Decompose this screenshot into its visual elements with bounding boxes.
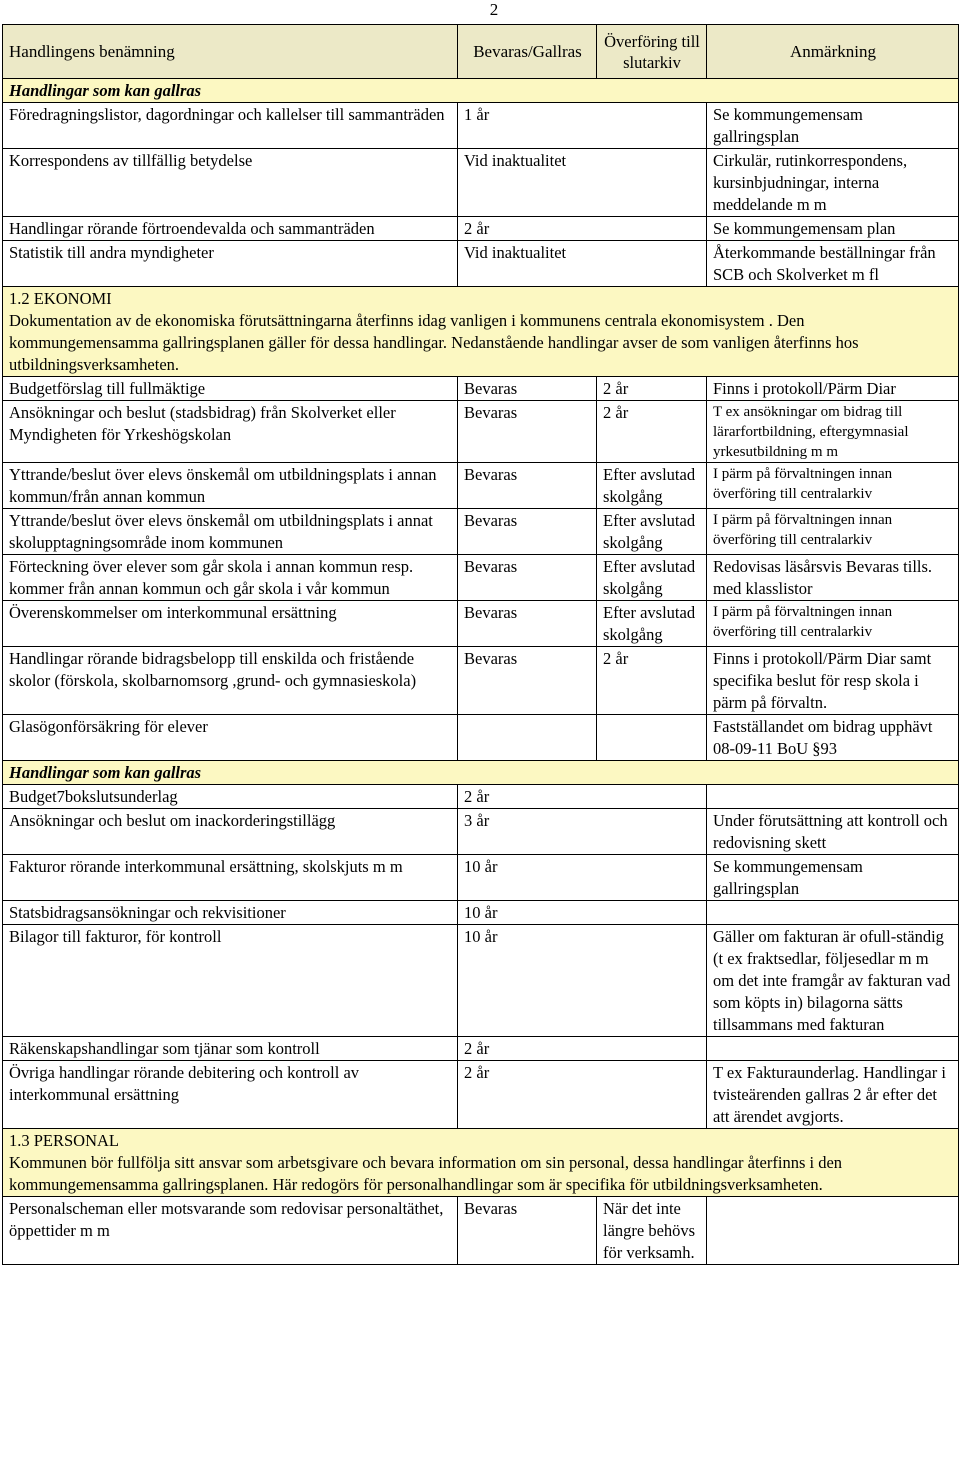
table-row	[3, 401, 959, 463]
page-number: 2	[489, 0, 499, 19]
cell-note: Cirkulär, rutinkorrespondens, kursinbjudningar, interna meddelande m m	[707, 149, 959, 217]
cell-keep: 1 år	[458, 103, 707, 149]
table-row	[3, 241, 959, 287]
header-note: Anmärkning	[707, 25, 959, 79]
table-row	[3, 1061, 959, 1129]
cell-note: I pärm på förvaltningen innan överföring till centralarkiv	[707, 601, 959, 647]
cell-transfer: 2 år	[597, 401, 707, 463]
cell-name: Handlingar rörande förtroendevalda och sammanträden	[3, 217, 458, 241]
cell-keep: Vid inaktualitet	[458, 149, 707, 217]
cell-name: Statistik till andra myndigheter	[3, 241, 458, 287]
cell-transfer: 2 år	[597, 647, 707, 715]
cell-note: Under förutsättning att kontroll och redovisning skett	[707, 809, 959, 855]
cell-name: Korrespondens av tillfällig betydelse	[3, 149, 458, 217]
cell-name: Ansökningar och beslut (stadsbidrag) från Skolverket eller Myndigheten för Yrkeshögskolan	[3, 401, 458, 463]
header-keep: Bevaras/Gallras	[458, 25, 597, 79]
group-title: Handlingar som kan gallras	[3, 79, 959, 103]
cell-name: Personalscheman eller motsvarande som redovisar personaltäthet, öppettider m m	[3, 1197, 458, 1265]
cell-note: Se kommungemensam gallringsplan	[707, 855, 959, 901]
cell-transfer: 2 år	[597, 377, 707, 401]
cell-keep: 2 år	[458, 217, 707, 241]
cell-keep: 2 år	[458, 1037, 707, 1061]
cell-transfer	[597, 715, 707, 761]
cell-note	[707, 1197, 959, 1265]
cell-name: Överenskommelser om interkommunal ersättning	[3, 601, 458, 647]
cell-note: I pärm på förvaltningen innan överföring till centralarkiv	[707, 509, 959, 555]
table-row	[3, 809, 959, 855]
table-row	[3, 149, 959, 217]
cell-keep: 10 år	[458, 901, 707, 925]
section-economy	[3, 287, 959, 377]
cell-note: Finns i protokoll/Pärm Diar samt specifika beslut för resp skola i pärm på förvaltn.	[707, 647, 959, 715]
cell-keep: Bevaras	[458, 601, 597, 647]
cell-name: Yttrande/beslut över elevs önskemål om utbildningsplats i annan kommun/från annan kommun	[3, 463, 458, 509]
table-row	[3, 103, 959, 149]
cell-keep: Bevaras	[458, 509, 597, 555]
cell-name: Övriga handlingar rörande debitering och kontroll av interkommunal ersättning	[3, 1061, 458, 1129]
cell-name: Räkenskapshandlingar som tjänar som kontroll	[3, 1037, 458, 1061]
group-title-row	[3, 761, 959, 785]
cell-keep: 10 år	[458, 855, 707, 901]
cell-name: Budgetförslag till fullmäktige	[3, 377, 458, 401]
group-title-row	[3, 79, 959, 103]
section-heading: 1.2 EKONOMI	[9, 289, 112, 308]
section-heading: 1.3 PERSONAL	[9, 1131, 120, 1150]
table-row	[3, 647, 959, 715]
cell-note: Redovisas läsårsvis Bevaras tills. med klasslistor	[707, 555, 959, 601]
cell-note: Se kommungemensam plan	[707, 217, 959, 241]
cell-name: Ansökningar och beslut om inackorderingstillägg	[3, 809, 458, 855]
table-row	[3, 377, 959, 401]
cell-name: Glasögonförsäkring för elever	[3, 715, 458, 761]
cell-keep	[458, 715, 597, 761]
cell-keep: Bevaras	[458, 555, 597, 601]
cell-transfer: Efter avslutad skolgång	[597, 509, 707, 555]
cell-transfer: Efter avslutad skolgång	[597, 601, 707, 647]
table-row	[3, 925, 959, 1037]
cell-note: Se kommungemensam gallringsplan	[707, 103, 959, 149]
section-row	[3, 1129, 959, 1197]
cell-keep: Bevaras	[458, 401, 597, 463]
cell-note: Återkommande beställningar från SCB och Skolverket m fl	[707, 241, 959, 287]
table-row	[3, 555, 959, 601]
section-text: Dokumentation av de ekonomiska förutsättningarna återfinns idag vanligen i kommunens centrala ekonomisystem . Den kommungemensamma gallringsplanen gäller för dessa handlingar. Nedanstående handlingar avser de som vanligen återfinns hos utbildningsverksamheten.	[9, 311, 859, 374]
cell-name: Förteckning över elever som går skola i annan kommun resp. kommer från annan kommun och går skola i vår kommun	[3, 555, 458, 601]
cell-name: Bilagor till fakturor, för kontroll	[3, 925, 458, 1037]
group-title: Handlingar som kan gallras	[3, 761, 959, 785]
table-row	[3, 1197, 959, 1265]
cell-note	[707, 785, 959, 809]
cell-note	[707, 1037, 959, 1061]
header-transfer: Överföring till slutarkiv	[597, 25, 707, 79]
table-row	[3, 601, 959, 647]
table-row	[3, 785, 959, 809]
table-row	[3, 463, 959, 509]
cell-note	[707, 901, 959, 925]
cell-keep: Vid inaktualitet	[458, 241, 707, 287]
cell-keep: 10 år	[458, 925, 707, 1037]
table-row	[3, 1037, 959, 1061]
table-row	[3, 901, 959, 925]
cell-keep: Bevaras	[458, 463, 597, 509]
cell-name: Föredragningslistor, dagordningar och kallelser till sammanträden	[3, 103, 458, 149]
cell-note: Finns i protokoll/Pärm Diar	[707, 377, 959, 401]
cell-keep: Bevaras	[458, 647, 597, 715]
cell-keep: 3 år	[458, 809, 707, 855]
cell-transfer: Efter avslutad skolgång	[597, 555, 707, 601]
section-row	[3, 287, 959, 377]
section-personnel	[3, 1129, 959, 1197]
cell-note: T ex ansökningar om bidrag till lärarfortbildning, eftergymnasial yrkesutbildning m m	[707, 401, 959, 463]
cell-name: Budget7bokslutsunderlag	[3, 785, 458, 809]
cell-keep: 2 år	[458, 1061, 707, 1129]
cell-note: Fastställandet om bidrag upphävt 08-09-11 BoU §93	[707, 715, 959, 761]
cell-note: I pärm på förvaltningen innan överföring till centralarkiv	[707, 463, 959, 509]
table-row	[3, 217, 959, 241]
cell-transfer: När det inte längre behövs för verksamh.	[597, 1197, 707, 1265]
table-row	[3, 715, 959, 761]
header-name: Handlingens benämning	[3, 25, 458, 79]
cell-note: T ex Fakturaunderlag. Handlingar i tvisteärenden gallras 2 år efter det att ärendet avgjorts.	[707, 1061, 959, 1129]
table-row	[3, 855, 959, 901]
cell-transfer: Efter avslutad skolgång	[597, 463, 707, 509]
cell-keep: Bevaras	[458, 1197, 597, 1265]
cell-name: Handlingar rörande bidragsbelopp till enskilda och fristående skolor (förskola, skolbarnomsorg ,grund- och gymnasieskola)	[3, 647, 458, 715]
cell-name: Fakturor rörande interkommunal ersättning, skolskjuts m m	[3, 855, 458, 901]
cell-keep: Bevaras	[458, 377, 597, 401]
table-row	[3, 509, 959, 555]
table-header-row	[3, 25, 959, 79]
section-text: Kommunen bör fullfölja sitt ansvar som arbetsgivare och bevara information om sin personal, dessa handlingar återfinns i den kommungemensamma gallringsplanen. Här redogörs för personalhandlingar som är specifika för utbildningsverksamheten.	[9, 1153, 843, 1194]
cell-name: Statsbidragsansökningar och rekvisitioner	[3, 901, 458, 925]
retention-schedule-table	[2, 24, 959, 1265]
cell-keep: 2 år	[458, 785, 707, 809]
cell-note: Gäller om fakturan är ofull-ständig (t ex fraktsedlar, följesedlar m m om det inte framgår av fakturan vad som köpts in) bilagorna sätts tillsammans med fakturan	[707, 925, 959, 1037]
cell-name: Yttrande/beslut över elevs önskemål om utbildningsplats i annat skolupptagningsområde inom kommunen	[3, 509, 458, 555]
